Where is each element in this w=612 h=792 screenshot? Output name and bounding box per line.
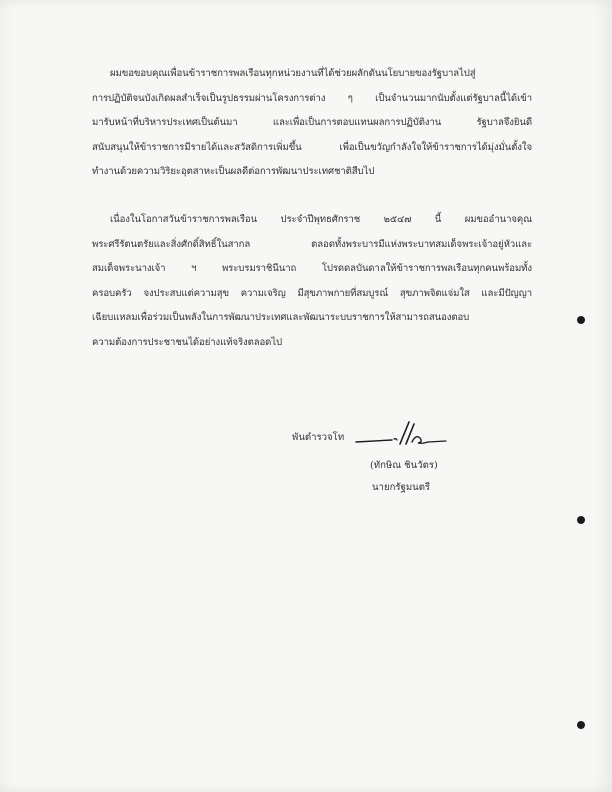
- signer-title: นายกรัฐมนตรี: [372, 482, 431, 493]
- text-line: การปฏิบัติจนบังเกิดผลสำเร็จเป็นรูปธรรมผ่านโครงการต่าง ๆ เป็นจำนวนมากนับตั้งแต่รัฐบาลนี้ได้เข้า: [92, 92, 532, 104]
- paragraph-blessing: [92, 208, 532, 355]
- punch-hole-icon: [577, 316, 585, 324]
- text-line: พระศรีรัตนตรัยและสิ่งศักดิ์สิทธิ์ในสากล ตลอดทั้งพระบารมีแห่งพระบาทสมเด็จพระเจ้าอยู่หัวและ: [92, 238, 532, 250]
- signature-block: [280, 418, 500, 508]
- punch-hole-icon: [577, 516, 585, 524]
- text-line: มารับหน้าที่บริหารประเทศเป็นต้นมา และเพื่อเป็นการตอบแทนผลการปฏิบัติงาน รัฐบาลจึงยินดี: [92, 117, 532, 128]
- text-line: เฉียบแหลมเพื่อร่วมเป็นพลังในการพัฒนาประเทศและพัฒนาระบบราชการให้สามารถสนองตอบ: [92, 312, 470, 323]
- text-line: ความต้องการประชาชนได้อย่างแท้จริงตลอดไป: [92, 336, 282, 348]
- signer-name: (ทักษิณ ชินวัตร): [370, 460, 438, 471]
- text-line: เนื่องในโอกาสวันข้าราชการพลเรือน ประจำปีพุทธศักราช ๒๕๔๗ นี้ ผมขออำนาจคุณ: [110, 214, 532, 225]
- handwritten-signature: [354, 418, 454, 458]
- text-line: ครอบครัว จงประสบแต่ความสุข ความเจริญ มีสุขภาพกายที่สมบูรณ์ สุขภาพจิตแจ่มใส และมีปัญญา: [92, 287, 532, 299]
- signer-rank: พันตำรวจโท: [292, 432, 345, 443]
- text-line: ทำงานด้วยความวิริยะอุตสาหะเป็นผลดีต่อการพัฒนาประเทศชาติสืบไป: [92, 166, 375, 177]
- text-line: สนับสนุนให้ข้าราชการมีรายได้และสวัสดิการเพิ่มขึ้น เพื่อเป็นขวัญกำลังใจให้ข้าราชการได้มุ่งมั่นตั้งใจ: [92, 141, 532, 153]
- paragraph-gratitude: [92, 62, 532, 185]
- text-line: สมเด็จพระนางเจ้า ฯ พระบรมราชินีนาถ โปรดดลบันดาลให้ข้าราชการพลเรือนทุกคนพร้อมทั้ง: [92, 263, 532, 274]
- text-line: ผมขอขอบคุณเพื่อนข้าราชการพลเรือนทุกหน่วยงานที่ได้ช่วยผลักดันนโยบายของรัฐบาลไปสู่: [110, 68, 476, 79]
- punch-hole-icon: [577, 721, 585, 729]
